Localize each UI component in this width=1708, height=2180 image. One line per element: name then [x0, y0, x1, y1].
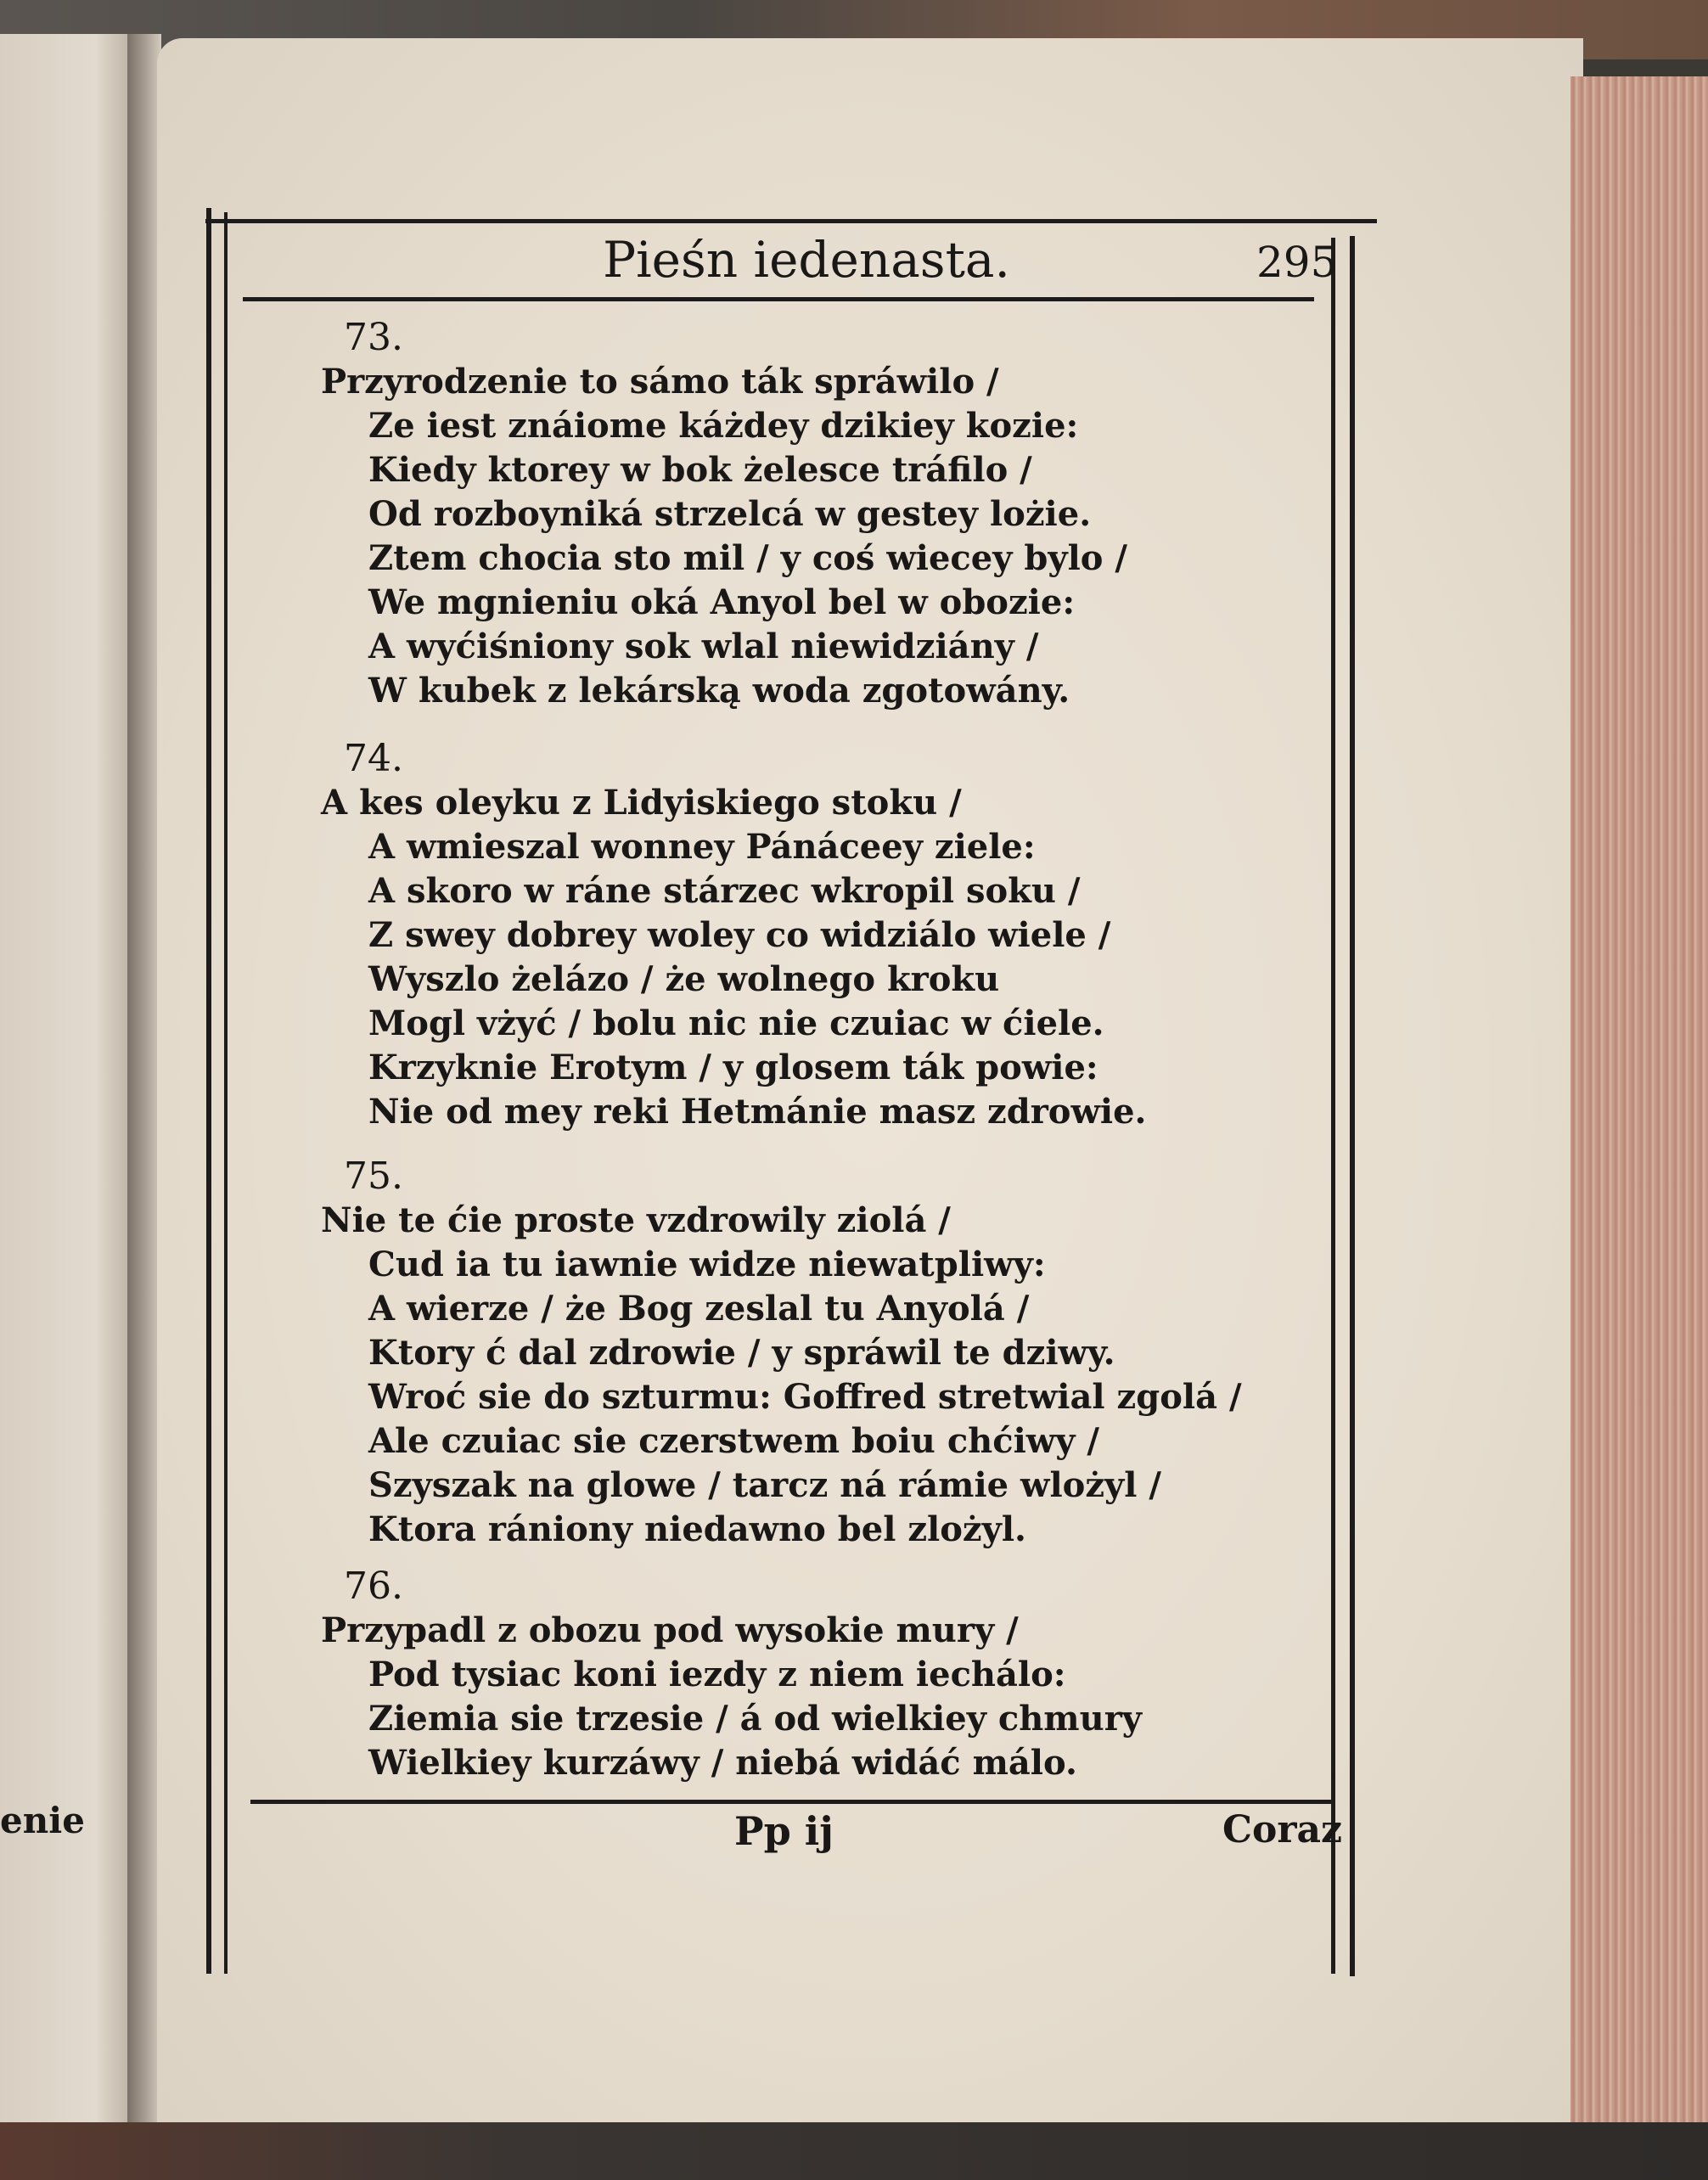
stanza-number: 74. [344, 737, 403, 780]
frame-left-inner [224, 212, 228, 1974]
verse-line: Przyrodzenie to sámo ták spráwilo / [321, 362, 999, 402]
stanza-number: 76. [344, 1565, 403, 1608]
page-number: 295 [1256, 238, 1338, 287]
footer-rule [250, 1800, 1335, 1804]
stanza-number: 75. [344, 1155, 403, 1198]
book-cover-bottom [0, 2122, 1708, 2180]
verse-line: Mogl vżyć / bolu nic nie czuiac w ćiele. [368, 1003, 1104, 1043]
verse-line: Ktory ć dal zdrowie / y spráwil te dziwy. [368, 1333, 1115, 1373]
verse-line: Kiedy ktorey w bok żelesce tráfilo / [368, 450, 1032, 490]
catchword: Coraz [1222, 1808, 1343, 1851]
verse-line: Ztem chocia sto mil / y coś wiecey bylo / [368, 538, 1127, 578]
stanza [321, 1199, 1242, 1552]
verse-line: A wierze / że Bog zeslal tu Anyolá / [368, 1289, 1030, 1329]
gutter-shadow [127, 34, 161, 2131]
verse-line: Cud ia tu iawnie widze niewatpliwy: [368, 1245, 1046, 1284]
top-rule [205, 219, 1377, 223]
frame-left-outer [206, 208, 211, 1974]
stanza [321, 360, 1127, 713]
verse-line: A kes oleyku z Lidyiskiego stoku / [321, 783, 962, 823]
verse-line: Wyszlo żelázo / że wolnego kroku [368, 959, 1000, 999]
stanza [321, 781, 1146, 1134]
verse-line: Ziemia sie trzesie / á od wielkiey chmury [368, 1699, 1143, 1739]
verse-line: Szyszak na glowe / tarcz ná rámie wlożyl / [368, 1465, 1162, 1505]
frame-right-outer [1350, 236, 1355, 1976]
verse-line: Z swey dobrey woley co widziálo wiele / [368, 915, 1111, 955]
left-page-fragment: enie [0, 1800, 85, 1841]
verse-line: Ze iest znáiome káżdey dzikiey kozie: [368, 406, 1079, 446]
verse-line: Wielkiey kurzáwy / niebá widáć málo. [368, 1743, 1077, 1783]
verse-line: Ale czuiac sie czerstwem boiu chćiwy / [368, 1421, 1100, 1461]
verse-line: Ktora rániony niedawno bel zlożyl. [368, 1509, 1026, 1549]
verse-line: Nie te ćie proste vzdrowily ziolá / [321, 1200, 951, 1240]
verse-line: Nie od mey reki Hetmánie masz zdrowie. [368, 1092, 1147, 1132]
verse-line: A skoro w ráne stárzec wkropil soku / [368, 871, 1081, 911]
verse-line: Od rozboyniká strzelcá w gestey lożie. [368, 494, 1092, 534]
signature-mark: Pp ij [734, 1808, 834, 1854]
verse-line: W kubek z lekárską woda zgotowány. [368, 671, 1070, 711]
verse-line: A wyćiśniony sok wlal niewidziány / [368, 626, 1039, 666]
running-title: Pieśn iedenasta. [603, 231, 1010, 289]
verse-line: We mgnieniu oká Anyol bel w obozie: [368, 582, 1076, 622]
verse-line: Pod tysiac koni iezdy z niem iechálo: [368, 1655, 1066, 1694]
verse-line: Krzyknie Erotym / y glosem ták powie: [368, 1048, 1098, 1087]
verse-line: A wmieszal wonney Pánáceey ziele: [368, 827, 1036, 867]
verse-line: Wroć sie do szturmu: Goffred stretwial zgolá / [368, 1377, 1242, 1417]
verse-line: Przypadl z obozu pod wysokie mury / [321, 1610, 1019, 1650]
page-edges [1570, 76, 1708, 2122]
stanza [321, 1609, 1142, 1785]
header-rule [243, 297, 1314, 301]
stanza-number: 73. [344, 316, 403, 359]
frame-right-inner [1331, 238, 1335, 1974]
